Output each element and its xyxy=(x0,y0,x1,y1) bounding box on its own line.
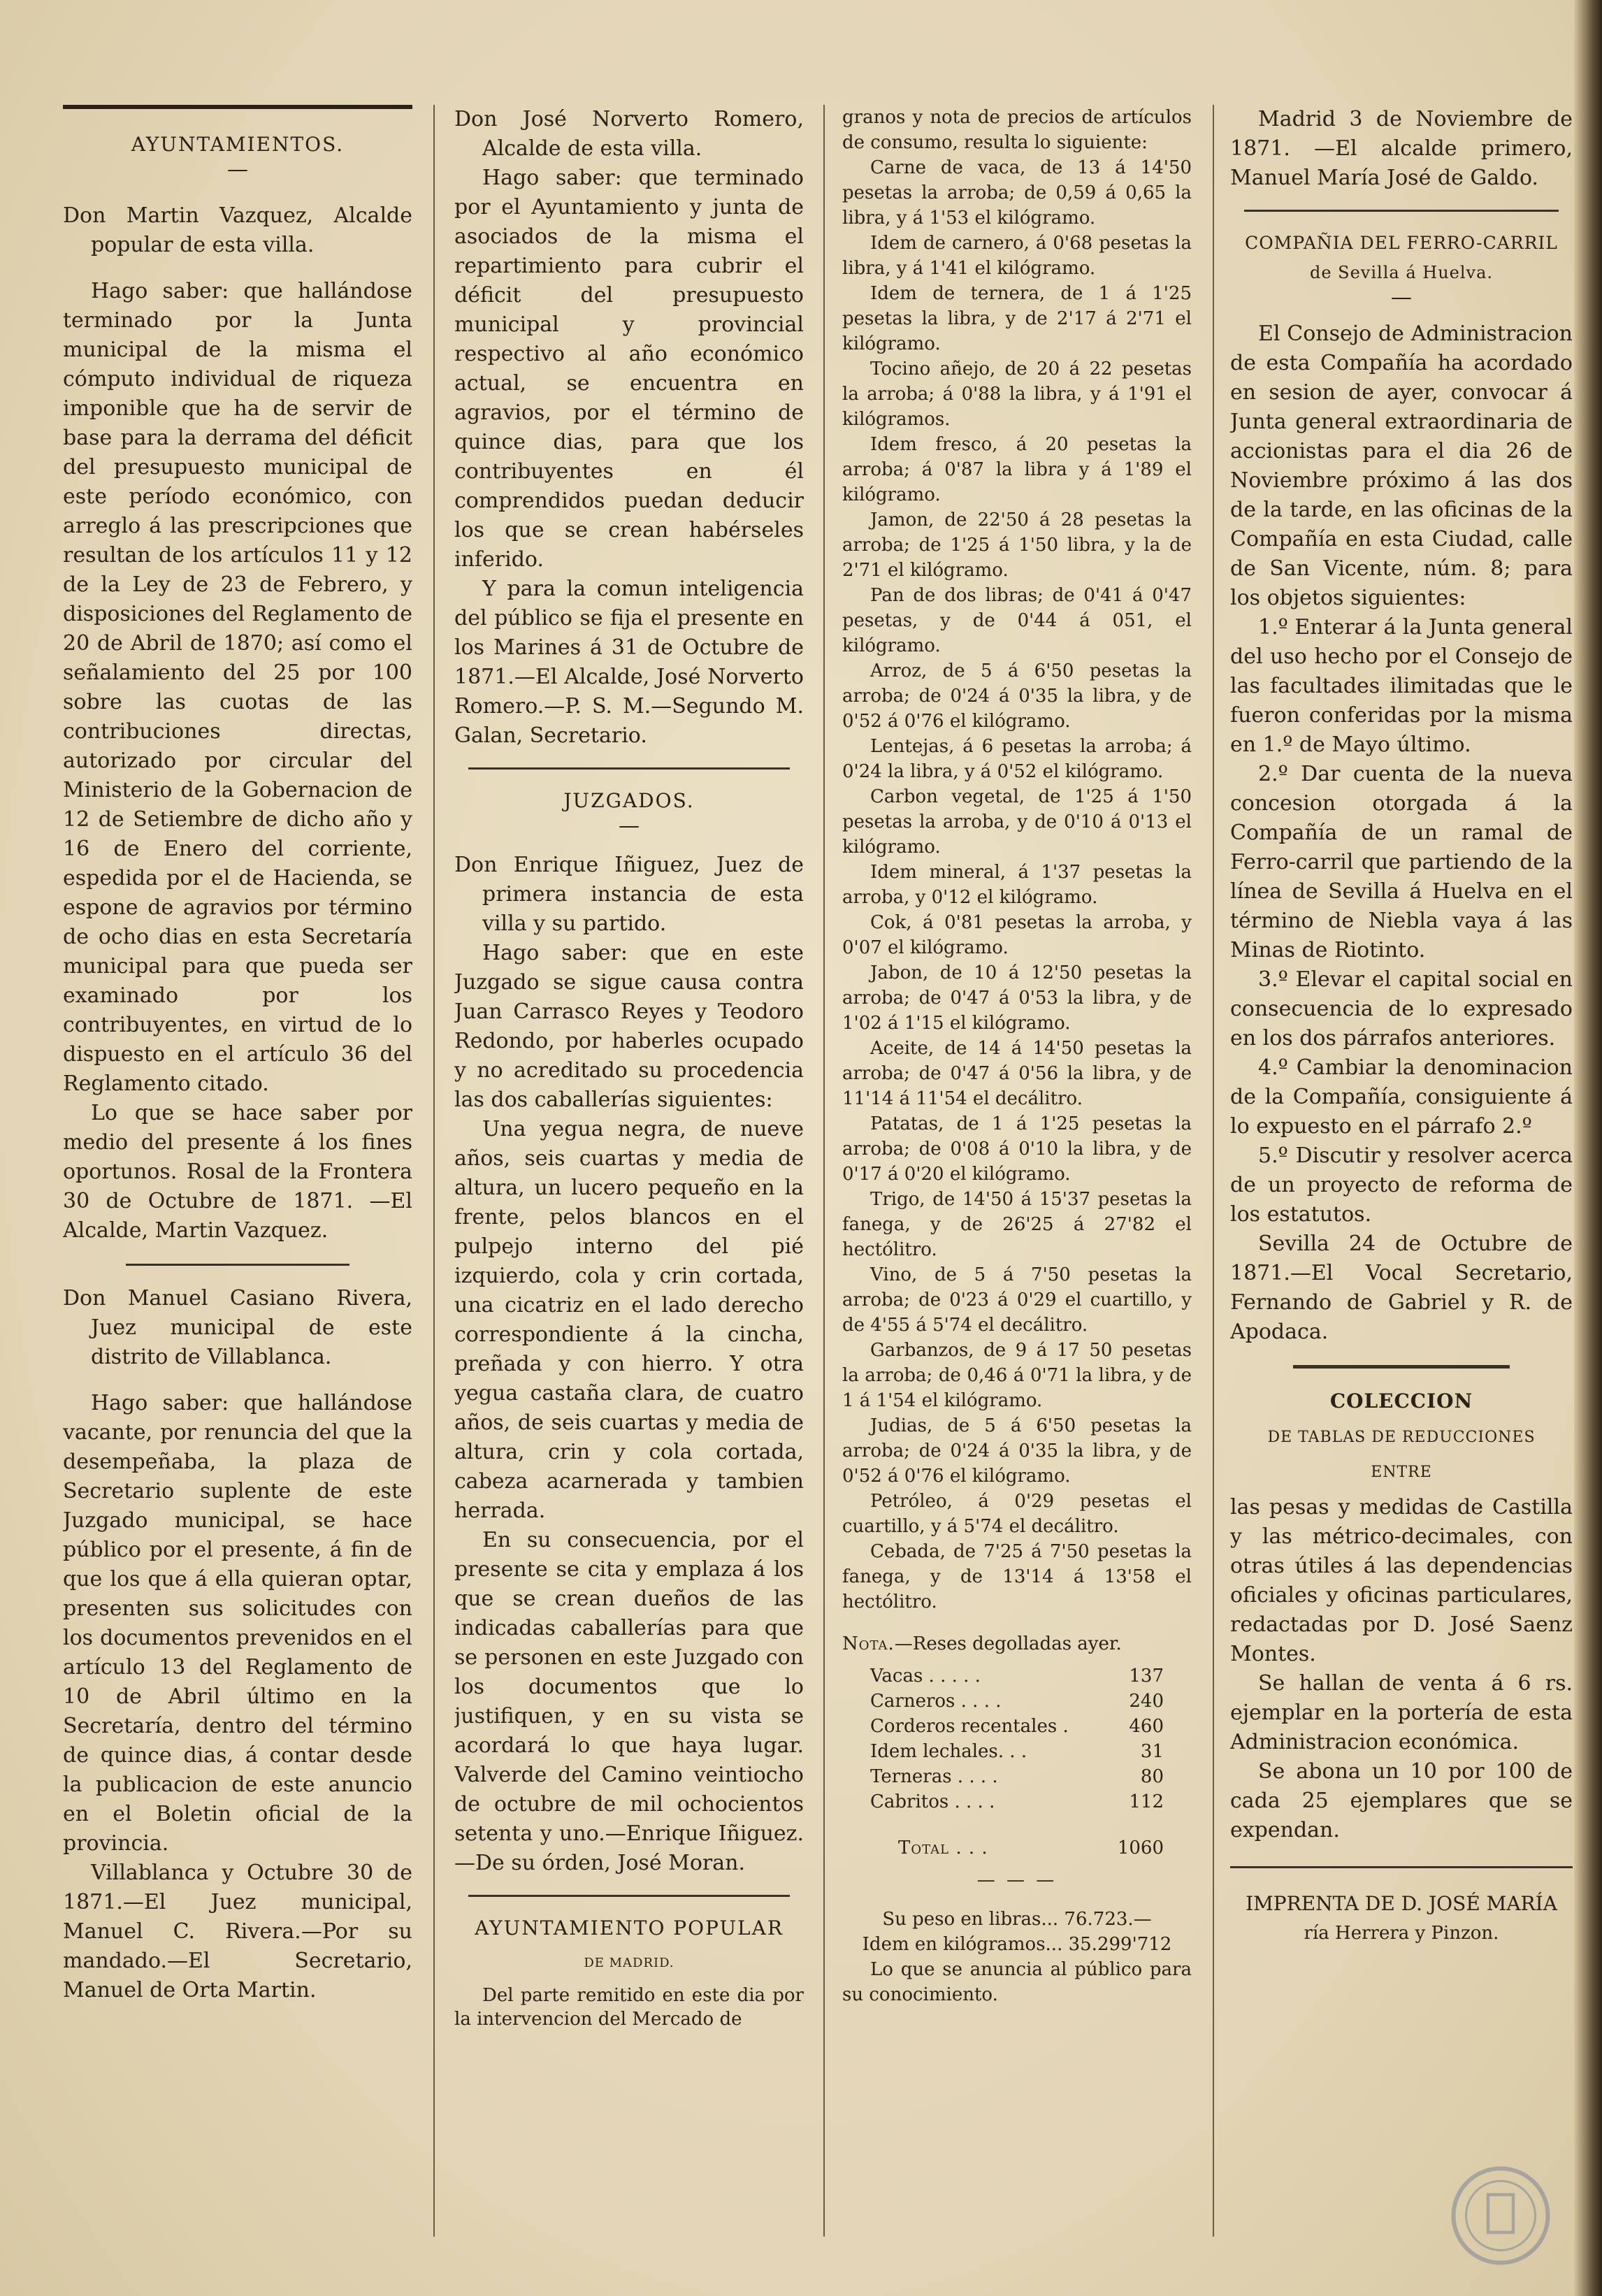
imprenta-line: ría Herrera y Pinzon. xyxy=(1304,1923,1499,1944)
section-subtitle: de Sevilla á Huelva. xyxy=(1309,263,1494,282)
nota-text: —Reses degolladas ayer. xyxy=(894,1633,1122,1654)
notice-paragraph: 1.º Enterar á la Junta general del uso hecho por el Consejo de las facultades ilimitadas que le fueron conferidas por la misma en 1.º de Mayo último. xyxy=(1230,615,1573,757)
page-binding-edge xyxy=(1574,0,1602,2296)
notice-heading: Don José Norverto Romero, Alcalde de esta villa. xyxy=(454,107,804,161)
column-1 xyxy=(63,105,412,2005)
title-dash: — xyxy=(1391,285,1412,310)
price-item: Idem mineral, á 1'37 pesetas la arroba, y 0'12 el kilógramo. xyxy=(842,862,1192,908)
price-item: Carbon vegetal, de 1'25 á 1'50 pesetas la arroba, y de 0'10 á 0'13 el kilógramo. xyxy=(842,786,1192,858)
price-item: Jamon, de 22'50 á 28 pesetas la arroba; de 1'25 á 1'50 libra, y la de 2'71 el kilógramo. xyxy=(842,510,1192,581)
notice-paragraph: Hago saber: que hallándose vacante, por renuncia del que la desempeñaba, la plaza de Secretario suplente de este Juzgado municipal, se hace público por el presente, á fin de que los que á ella quieran optar, presenten sus solicitudes con los documentos prevenidos en el artículo 13 del Reglamento de 10 de Abril último en la Secretaría, dentro del término de quince dias, á contar desde la publicacion de este anuncio en el Boletin oficial de la provincia. xyxy=(63,1391,412,1856)
total-label: Total . . . xyxy=(898,1837,988,1858)
price-item: Judias, de 5 á 6'50 pesetas la arroba; de 0'24 á 0'35 la libra, y de 0'52 á 0'76 el kilógramo. xyxy=(842,1415,1192,1487)
price-item: Jabon, de 10 á 12'50 pesetas la arroba; de 0'47 á 0'53 la libra, y de 1'02 á 1'15 el kilógramo. xyxy=(842,962,1192,1034)
notice-paragraph: Y para la comun inteligencia del público se fija el presente en los Marines á 31 de Octubre de 1871.—El Alcalde, José Norverto Romero.—P. S. M.—Segundo M. Galan, Secretario. xyxy=(454,577,804,748)
separator xyxy=(126,1264,349,1266)
column-4 xyxy=(1230,105,1573,1948)
library-stamp-icon xyxy=(1448,2163,1553,2268)
notice-heading: Don Enrique Iñiguez, Juez de primera instancia de esta villa y su partido. xyxy=(454,853,804,936)
notice-paragraph: Sevilla 24 de Octubre de 1871.—El Vocal Secretario, Fernando de Gabriel y R. de Apodaca. xyxy=(1230,1232,1573,1344)
stat-label: Corderos recentales . xyxy=(870,1716,1069,1737)
stat-value: 31 xyxy=(1140,1741,1164,1762)
notice-paragraph: Hago saber: que terminado por el Ayuntamiento y junta de asociados de la misma el repartimiento para cubrir el déficit del presupuesto municipal y provincial respectivo al año económico actual, se encuentra en agravios, por el término de quince dias, para que los contribuyentes en él comprendidos puedan deducir los que se crean habérseles inferido. xyxy=(454,166,804,572)
notice-paragraph: El Consejo de Administracion de esta Compañía ha acordado en sesion de ayer, convocar á Junta general extraordinaria de accionistas para el dia 26 de Noviembre próximo á las dos de la tarde, en las oficinas de la Compañía en esta Ciudad, calle de San Vicente, núm. 8; para los objetos siguientes: xyxy=(1230,322,1573,610)
separator-dash: — — — xyxy=(976,1870,1058,1891)
peso-libras: Su peso en libras... 76.723.— xyxy=(882,1909,1152,1930)
stat-label: Cabritos . . . . xyxy=(870,1791,995,1812)
stat-row xyxy=(870,1789,1164,1814)
title-dash: — xyxy=(619,814,640,838)
stat-value: 137 xyxy=(1129,1666,1164,1687)
separator xyxy=(1244,210,1559,212)
stat-label: Terneras . . . . xyxy=(870,1766,998,1787)
price-item: Carne de vaca, de 13 á 14'50 pesetas la arroba; de 0,59 á 0,65 la libra, y á 1'53 el kilógramo. xyxy=(842,157,1192,229)
stat-value: 240 xyxy=(1129,1691,1164,1712)
coleccion-title: COLECCION xyxy=(1329,1389,1473,1413)
separator xyxy=(1293,1365,1510,1369)
price-item: Trigo, de 14'50 á 15'37 pesetas la fanega, y de 26'25 á 27'82 el hectólitro. xyxy=(842,1189,1192,1260)
stat-value: 80 xyxy=(1140,1766,1164,1787)
column-rule xyxy=(433,105,435,2237)
price-item: Vino, de 5 á 7'50 pesetas la arroba; de 0'23 á 0'29 el cuartillo, y de 4'55 á 5'74 el decálitro. xyxy=(842,1264,1192,1336)
stat-row xyxy=(870,1663,1164,1689)
column-rule xyxy=(1213,105,1214,2237)
notice-paragraph: Hago saber: que en este Juzgado se sigue causa contra Juan Carrasco Reyes y Teodoro Redondo, por haberles ocupado y no acreditado su procedencia las dos caballerías siguientes: xyxy=(454,941,804,1112)
column-2 xyxy=(454,105,804,2031)
nota-label: Nota. xyxy=(842,1633,895,1654)
stat-row xyxy=(870,1714,1164,1739)
notice-paragraph: 3.º Elevar el capital social en consecuencia de lo expresado en los dos párrafos anteriores. xyxy=(1230,967,1573,1050)
stat-label: Vacas . . . . . xyxy=(870,1666,981,1687)
section-title-ferrocarril: COMPAÑIA DEL FERRO-CARRIL xyxy=(1245,233,1558,253)
section-subtitle: DE MADRID. xyxy=(584,1956,674,1970)
stat-row xyxy=(870,1689,1164,1714)
notice-paragraph: Una yegua negra, de nueve años, seis cuartas y media de altura, un lucero pequeño en la frente, pelos blancos en el pulpejo interno del pié izquierdo, cola y crin cortada, una cicatriz en el lado derecho correspondiente á la cincha, preñada y con hierro. Y otra yegua castaña clara, de cuatro años, de seis cuartas y media de altura, crin y cola cortada, cabeza acarnerada y tambien herrada. xyxy=(454,1117,804,1523)
madrid-signature: Madrid 3 de Noviembre de 1871. —El alcalde primero, Manuel María José de Galdo. xyxy=(1230,107,1573,190)
price-item: Idem fresco, á 20 pesetas la arroba; á 0'87 la libra y á 1'89 el kilógramo. xyxy=(842,434,1192,505)
imprenta-line: IMPRENTA DE D. JOSÉ MARÍA xyxy=(1246,1892,1557,1915)
notice-paragraph: Se hallan de venta á 6 rs. ejemplar en la portería de esta Administracion económica. xyxy=(1230,1671,1573,1754)
price-intro: granos y nota de precios de artículos de consumo, resulta lo siguiente: xyxy=(842,107,1192,153)
price-item: Cebada, de 7'25 á 7'50 pesetas la fanega, y de 13'14 á 13'58 el hectólitro. xyxy=(842,1541,1192,1612)
notice-heading: Don Martin Vazquez, Alcalde popular de esta villa. xyxy=(63,203,412,257)
stat-label: Carneros . . . . xyxy=(870,1691,1002,1712)
notice-heading: Don Manuel Casiano Rivera, Juez municipal de este distrito de Villablanca. xyxy=(63,1286,412,1369)
stat-label: Idem lechales. . . xyxy=(870,1741,1027,1762)
price-item: Aceite, de 14 á 14'50 pesetas la arroba; de 0'47 á 0'56 la libra, y de 11'14 á 11'54 el decálitro. xyxy=(842,1038,1192,1109)
notice-paragraph: 4.º Cambiar la denominacion de la Compañía, consiguiente á lo expuesto en el párrafo 2.º xyxy=(1230,1055,1573,1139)
price-item: Tocino añejo, de 20 á 22 pesetas la arroba; á 0'88 la libra, y á 1'91 el kilógramos. xyxy=(842,359,1192,430)
notice-paragraph: Del parte remitido en este dia por la intervencion del Mercado de xyxy=(454,1985,804,2030)
separator xyxy=(1230,1866,1573,1868)
notice-paragraph: Lo que se hace saber por medio del presente á los fines oportunos. Rosal de la Frontera 30 de Octubre de 1871. —El Alcalde, Martin Vazquez. xyxy=(63,1101,412,1243)
notice-paragraph: 2.º Dar cuenta de la nueva concesion otorgada á la Compañía de un ramal de Ferro-carril que partiendo de la línea de Sevilla á Huelva en el término de Niebla vaya á las Minas de Riotinto. xyxy=(1230,762,1573,962)
column-rule xyxy=(823,105,825,2237)
coleccion-subtitle: DE TABLAS DE REDUCCIONES xyxy=(1267,1429,1536,1446)
stats-table xyxy=(870,1663,1164,1814)
price-item: Arroz, de 5 á 6'50 pesetas la arroba; de 0'24 á 0'35 la libra, y de 0'52 á 0'76 el kilógramo. xyxy=(842,660,1192,732)
coleccion-subtitle: ENTRE xyxy=(1371,1464,1432,1481)
notice-paragraph: Villablanca y Octubre 30 de 1871.—El Juez municipal, Manuel C. Rivera.—Por su mandado.—El Secretario, Manuel de Orta Martin. xyxy=(63,1861,412,2002)
notice-paragraph: 5.º Discutir y resolver acerca de un proyecto de reforma de los estatutos. xyxy=(1230,1143,1573,1227)
price-list xyxy=(842,155,1192,1615)
separator xyxy=(468,1895,790,1897)
price-item: Patatas, de 1 á 1'25 pesetas la arroba; de 0'08 á 0'10 la libra, y de 0'17 á 0'20 el kilógramo. xyxy=(842,1113,1192,1185)
total-row xyxy=(898,1835,1164,1861)
price-item: Idem de carnero, á 0'68 pesetas la libra, y á 1'41 el kilógramo. xyxy=(842,233,1192,279)
price-item: Lentejas, á 6 pesetas la arroba; á 0'24 la libra, y á 0'52 el kilógramo. xyxy=(842,736,1192,782)
nota-line xyxy=(842,1631,1192,1656)
separator xyxy=(468,767,790,770)
stat-row xyxy=(870,1764,1164,1789)
section-title-ayuntamiento-madrid: AYUNTAMIENTO POPULAR xyxy=(475,1916,784,1940)
notice-paragraph: En su consecuencia, por el presente se cita y emplaza á los que se crean dueños de las indicadas caballerías para que se personen en este Juzgado con los documentos que lo justifiquen, y en su vista se acordará lo que haya lugar. Valverde del Camino veintiocho de octubre de mil ochocientos setenta y uno.—Enrique Iñiguez.—De su órden, José Moran. xyxy=(454,1528,804,1875)
notice-paragraph: las pesas y medidas de Castilla y las métrico-decimales, con otras útiles á las dependencias oficiales y oficinas particulares, redactadas por D. José Saenz Montes. xyxy=(1230,1495,1573,1666)
section-title-juzgados: JUZGADOS. xyxy=(563,789,695,812)
price-item: Petróleo, á 0'29 pesetas el cuartillo, y á 5'74 el decálitro. xyxy=(842,1491,1192,1537)
stat-value: 112 xyxy=(1129,1791,1164,1812)
section-title-ayuntamientos: AYUNTAMIENTOS. xyxy=(131,133,345,156)
title-dash: — xyxy=(227,157,248,182)
price-item: Garbanzos, de 9 á 17 50 pesetas la arroba; de 0,46 á 0'71 la libra, y de 1 á 1'54 el kilógramo. xyxy=(842,1340,1192,1411)
peso-kg: Idem en kilógramos... 35.299'712 xyxy=(862,1934,1172,1955)
notice-paragraph: Se abona un 10 por 100 de cada 25 ejemplares que se expendan. xyxy=(1230,1759,1573,1842)
column-3 xyxy=(842,105,1192,2007)
closing-line: Lo que se anuncia al público para su conocimiento. xyxy=(842,1959,1192,2005)
price-item: Idem de ternera, de 1 á 1'25 pesetas la libra, y de 2'17 á 2'71 el kilógramo. xyxy=(842,283,1192,354)
top-rule xyxy=(63,105,412,109)
price-item: Pan de dos libras; de 0'41 á 0'47 pesetas, y de 0'44 á 051, el kilógramo. xyxy=(842,585,1192,656)
price-item: Cok, á 0'81 pesetas la arroba, y 0'07 el kilógramo. xyxy=(842,912,1192,958)
stat-value: 460 xyxy=(1129,1716,1164,1737)
notice-paragraph: Hago saber: que hallándose terminado por la Junta municipal de la misma el cómputo individual de riqueza imponible que ha de servir de base para la derrama del déficit del presupuesto municipal de este período económico, con arreglo á las prescripciones que resultan de los artículos 11 y 12 de la Ley de 23 de Febrero, y disposiciones del Reglamento de 20 de Abril de 1870; así como el señalamiento del 25 por 100 sobre las cuotas de las contribuciones directas, autorizado por circular del Ministerio de la Gobernacion de 12 de Setiembre de dicho año y 16 de Enero del corriente, espedida por el de Hacienda, se espone de agravios por término de ocho dias en esta Secretaría municipal para que pueda ser examinado por los contribuyentes, en virtud de lo dispuesto en el artículo 36 del Reglamento citado. xyxy=(63,279,412,1096)
stat-row xyxy=(870,1739,1164,1764)
total-value: 1060 xyxy=(1117,1837,1164,1858)
